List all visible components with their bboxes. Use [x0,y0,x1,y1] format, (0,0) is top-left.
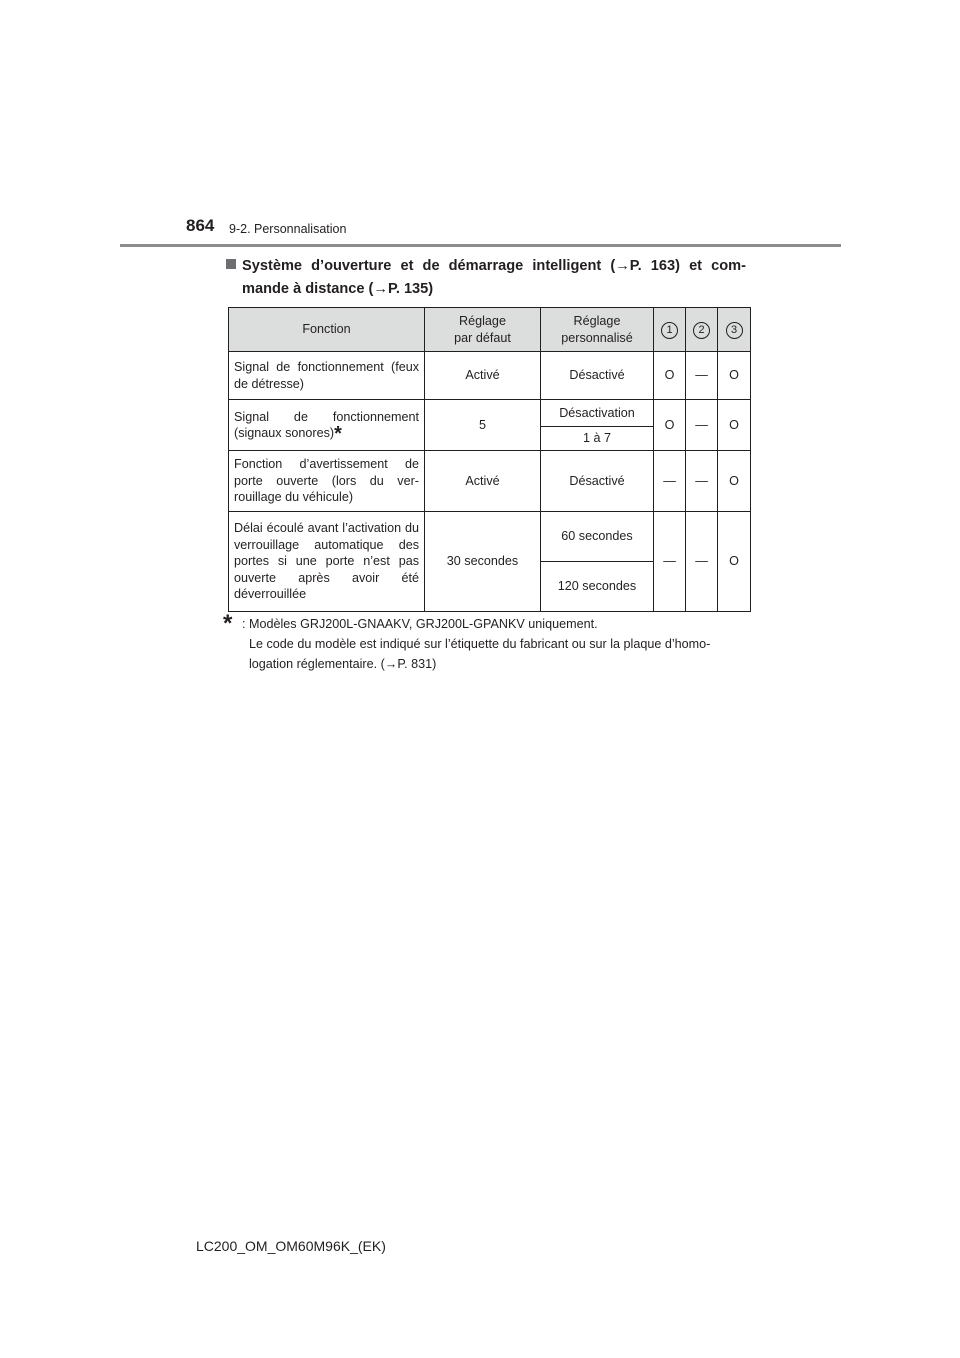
function-cell: Signal de fonctionnement (signaux sonores)* [229,400,425,451]
page-number: 864 [186,216,215,235]
header-custom: Réglage personnalisé [541,308,654,352]
circled-number-icon: 3 [726,322,743,339]
footnote [223,610,748,674]
col-3-cell: O [718,400,751,451]
heading-line-1: Système d’ouverture et de démarrage intelligent (→P. 163) et com- [226,255,746,278]
col-2-cell: — [686,400,718,451]
col-3-cell: O [718,352,751,400]
default-cell: 30 secondes [425,512,541,612]
col-3-cell: O [718,451,751,512]
col-2-cell: — [686,352,718,400]
default-cell: Activé [425,451,541,512]
header-default: Réglage par défaut [425,308,541,352]
footnote-line-2: Le code du modèle est indiqué sur l’étiquette du fabricant ou sur la plaque d’homo- [249,637,711,651]
col-1-cell: — [654,512,686,612]
table-row [229,451,751,512]
footnote-text [228,614,748,674]
section-heading [226,255,746,301]
function-cell: Fonction d’avertissement de porte ouverte (lors du ver- rouillage du véhicule) [229,451,425,512]
function-cell: Délai écoulé avant l’activation du verrouillage automatique des portes si une porte n’est pas ouverte après avoir été déverrouillée [229,512,425,612]
square-bullet-icon [226,259,236,269]
header-rule [120,244,841,247]
custom-cell: Désactivé [541,451,654,512]
footnote-asterisk: * [223,610,233,637]
col-1-cell: O [654,400,686,451]
table-row [229,400,751,427]
custom-cell: 120 secondes [541,562,654,612]
custom-cell: 60 secondes [541,512,654,562]
table-row [229,352,751,400]
circled-number-icon: 2 [693,322,710,339]
header-col-2 [686,308,718,352]
custom-cell: Désactivé [541,352,654,400]
custom-cell: Désactivation [541,400,654,427]
col-1-cell: O [654,352,686,400]
footnote-line-1: : Modèles GRJ200L-GNAAKV, GRJ200L-GPANKV uniquement. [242,617,598,631]
asterisk-marker: * [334,423,342,445]
section-title: 9-2. Personnalisation [229,222,347,236]
heading-line-2: mande à distance (→P. 135) [242,281,434,297]
col-2-cell: — [686,512,718,612]
table-header-row [229,308,751,352]
default-cell: 5 [425,400,541,451]
col-2-cell: — [686,451,718,512]
default-cell: Activé [425,352,541,400]
function-cell: Signal de fonctionnement (feux de détresse) [229,352,425,400]
header-function: Fonction [229,308,425,352]
header-col-1 [654,308,686,352]
col-1-cell: — [654,451,686,512]
settings-table [228,307,751,612]
col-3-cell: O [718,512,751,612]
circled-number-icon: 1 [661,322,678,339]
document-code: LC200_OM_OM60M96K_(EK) [196,1238,386,1254]
footnote-line-3: logation réglementaire. (→P. 831) [249,657,437,671]
header-col-3 [718,308,751,352]
custom-cell: 1 à 7 [541,427,654,451]
table-row [229,512,751,562]
